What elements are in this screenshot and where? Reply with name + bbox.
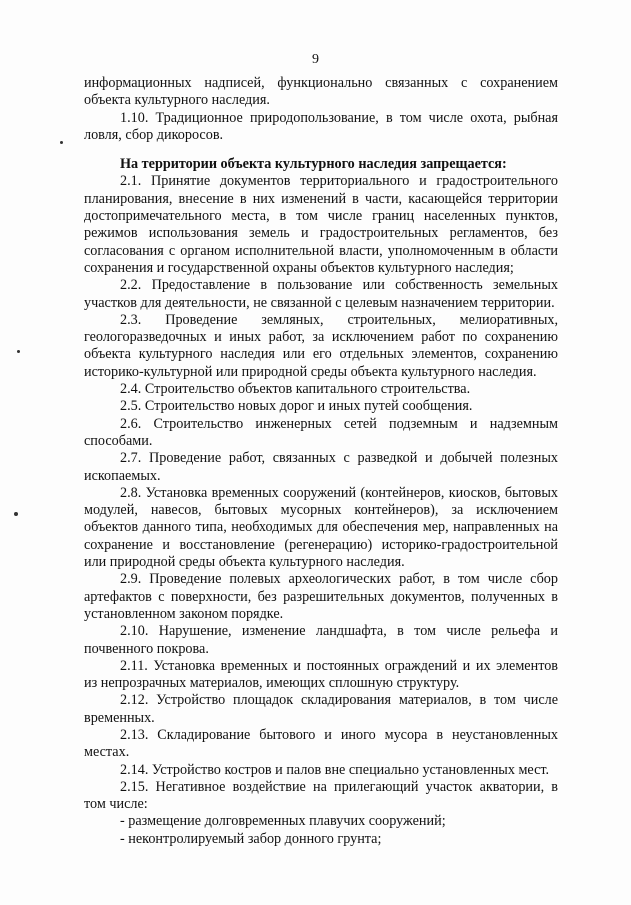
item-2-15: 2.15. Негативное воздействие на прилегающий участок акватории, в том числе: [84,778,558,813]
item-2-10: 2.10. Нарушение, изменение ландшафта, в том числе рельефа и почвенного покрова. [84,623,558,657]
scan-speck [17,350,20,353]
item-2-8: 2.8. Установка временных сооружений (контейнеров, киосков, бытовых модулей, навесов, бытовых мусорных контейнеров), за исключением объектов данного типа, необходимых для обеспечения мер, направленных на сохранение и восстановление (регенерацию) историко-градостроительной или природной среды объекта культурного наследия. [84,484,558,571]
paragraph-1-10: 1.10. Традиционное природопользование, в том числе охота, рыбная ловля, сбор дикоросов. [84,109,558,143]
item-2-5: 2.5. Строительство новых дорог и иных путей сообщения. [120,398,473,415]
item-2-9: 2.9. Проведение полевых археологических работ, в том числе сбор артефактов с поверхности, без разрешительных документов, полученных в установленном законом порядке. [84,571,558,622]
item-2-11: 2.11. Установка временных и постоянных ограждений и их элементов из непрозрачных материалов, имеющих сплошную структуру. [84,657,558,692]
page-body [84,75,558,848]
scan-speck [14,512,18,516]
item-2-1: 2.1. Принятие документов территориального и градостроительного планирования, внесение в них изменений в части, касающейся территории достопримечательного места, в том числе границ населенных пунктов, режимов использования земель и градостроительных регламентов, без согласования с органом исполнительной власти, уполномоченным в области сохранения и государственной охраны объектов культурного наследия; [84,173,558,276]
item-2-6: 2.6. Строительство инженерных сетей подземным и надземным способами. [84,415,558,449]
section-heading: На территории объекта культурного наследия запрещается: [120,156,507,173]
item-2-2: 2.2. Предоставление в пользование или собственность земельных участков для деятельности, не связанной с целевым назначением территории. [84,277,558,311]
item-2-13: 2.13. Складирование бытового и иного мусора в неустановленных местах. [84,726,558,761]
sub-item-2: - неконтролируемый забор донного грунта; [120,830,382,847]
paragraph-continuation: информационных надписей, функционально связанных с сохранением объекта культурного наследия. [84,75,558,109]
sub-item-1: - размещение долговременных плавучих сооружений; [120,813,446,830]
item-2-7: 2.7. Проведение работ, связанных с разведкой и добычей полезных ископаемых. [84,450,558,484]
item-2-3: 2.3. Проведение земляных, строительных, мелиоративных, геологоразведочных и иных работ, за исключением работ по сохранению объекта культурного наследия или его отдельных элементов, сохранению историко-культурной или природной среды объекта культурного наследия. [84,311,558,380]
item-2-12: 2.12. Устройство площадок складирования материалов, в том числе временных. [84,692,558,726]
page-number: 9 [312,52,319,67]
item-2-4: 2.4. Строительство объектов капитального строительства. [120,381,471,398]
item-2-14: 2.14. Устройство костров и палов вне специально установленных мест. [120,761,550,778]
scan-speck [60,141,63,144]
